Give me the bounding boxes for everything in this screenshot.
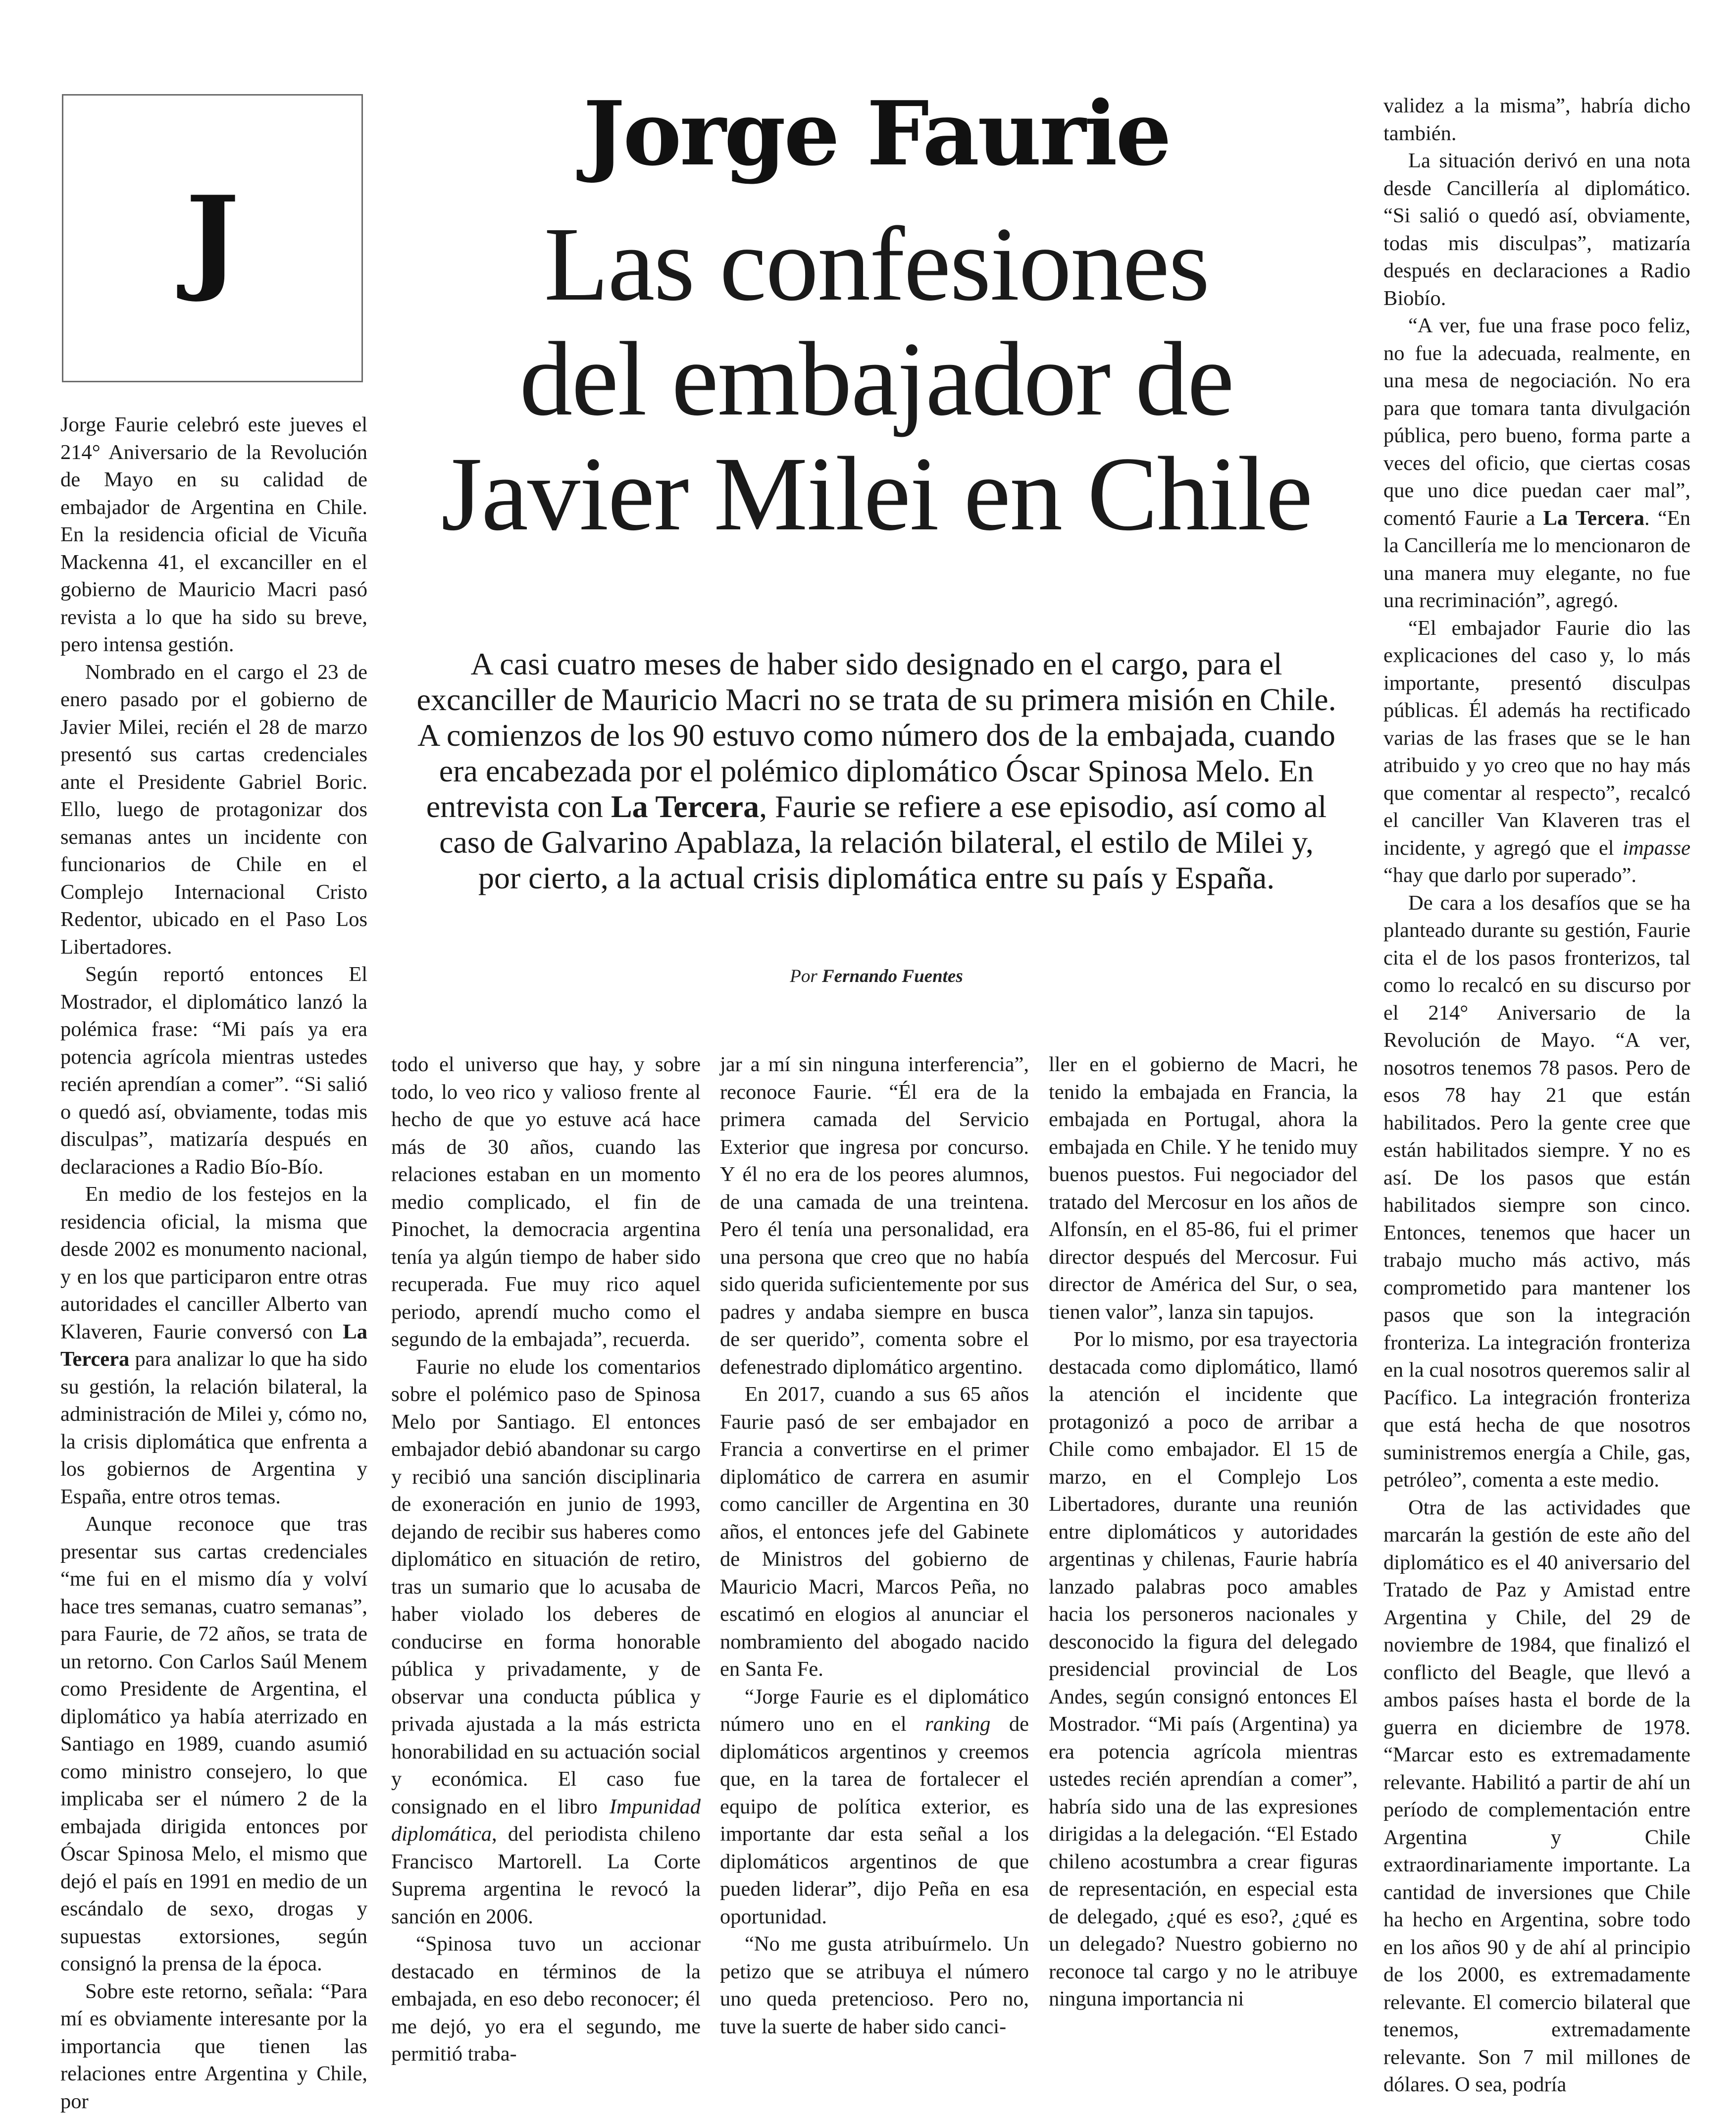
byline-author: Fernando Fuentes <box>822 966 963 986</box>
body-paragraph <box>1383 147 1690 312</box>
body-paragraph <box>720 1051 1029 1381</box>
paragraph-text: La situación derivó en una nota desde Cancillería al diplomático. “Si salió o quedó así, obviamente, todas mis disculpas”, matizaría después en declaraciones a Radio Biobío. <box>1383 149 1690 310</box>
body-paragraph <box>1049 1326 1358 2013</box>
italic-term: ranking <box>925 1712 990 1736</box>
paragraph-text: “El embajador Faurie dio las explicaciones del caso y, lo más importante, presentó disculpas públicas. Él además ha rectificado varias de las frases que se le han atribuido y yo creo que no hay más que comentar al respecto”, recalcó el canciller Van Klaveren tras el incidente, y agregó que el <box>1383 617 1690 860</box>
body-paragraph <box>1383 92 1690 147</box>
byline-prefix: Por <box>790 966 822 986</box>
body-paragraph <box>391 1051 701 1353</box>
paragraph-text: ller en el gobierno de Macri, he tenido la embajada en Francia, la embajada en Portugal, ahora la embajada en Chile. Y he tenido muy buenos puestos. Fui negociador del tratado del Mercosur en los años de Alfonsín, en el 85-86, fui el primer director después del Mercosur. Fui director de América del Sur, o sea, tienen valor”, lanza sin tapujos. <box>1049 1053 1358 1324</box>
body-paragraph <box>1383 615 1690 889</box>
body-paragraph <box>60 1978 367 2115</box>
body-column-2 <box>391 1051 701 2068</box>
body-paragraph <box>720 1381 1029 1683</box>
paragraph-text: para analizar lo que ha sido su gestión, la relación bilateral, la administración de Milei y, cómo no, la crisis diplomática que enfrenta a los gobiernos de Argentina y España, entre otros temas. <box>60 1347 367 1508</box>
paragraph-text: “A ver, fue una frase poco feliz, no fue la adecuada, realmente, en una mesa de negociación. No era para que tomara tanta divulgación pública, pero bueno, forma parte a veces del oficio, que ciertas cosas que uno dice puedan caer mal”, comentó Faurie a <box>1383 314 1690 530</box>
paragraph-text: , del periodista chileno Francisco Martorell. La Corte Suprema argentina le revocó la sanción en 2006. <box>391 1822 701 1928</box>
paragraph-text: “Spinosa tuvo un accionar destacado en términos de la embajada, en eso debo reconocer; él me dejó, yo era el segundo, me permitió traba- <box>391 1932 701 2065</box>
body-paragraph <box>391 1930 701 2068</box>
body-paragraph <box>60 961 367 1181</box>
paragraph-text: todo el universo que hay, y sobre todo, lo veo rico y valioso frente al hecho de que yo estuve acá hace más de 30 años, cuando las relaciones estaban en un momento medio complicado, el fin de Pinochet, la democracia argentina tenía ya algún tiempo de haber sido recuperada. Fue muy rico aquel periodo, aprendí mucho como el segundo de la embajada”, recuerda. <box>391 1053 701 1351</box>
paragraph-text: . “En la Cancillería me lo mencionaron de una manera muy elegante, no fue una recriminación”, agregó. <box>1383 507 1690 613</box>
paragraph-text: jar a mí sin ninguna interferencia”, reconoce Faurie. “Él era de la primera camada del Servicio Exterior que ingresa por concurso. Y él no era de los peores alumnos, de una camada de una treintena. Pero él tenía una personalidad, era una persona que creo que no había sido querida suficientemente por sus padres y andaba siempre en busca de ser querido”, comenta sobre el defenestrado diplomático argentino. <box>720 1053 1029 1379</box>
body-paragraph <box>720 1930 1029 2040</box>
drop-initial-letter: J <box>186 181 240 295</box>
headline-line: Javier Milei en Chile <box>376 437 1377 552</box>
body-paragraph <box>1383 889 1690 1494</box>
body-column-4 <box>1049 1051 1358 2013</box>
newspaper-name: La Tercera <box>1543 507 1644 530</box>
paragraph-text: Nombrado en el cargo el 23 de enero pasado por el gobierno de Javier Milei, recién el 28 de marzo presentó sus cartas credenciales ante el Presidente Gabriel Boric. Ello, luego de protagonizar dos semanas antes un incidente con funcionarios de Chile en el Complejo Internacional Cristo Redentor, ubicado en el Paso Los Libertadores. <box>60 661 367 959</box>
paragraph-text: Sobre este retorno, señala: “Para mí es obviamente interesante por la importancia que tienen las relaciones entre Argentina y Chile, por <box>60 1980 367 2113</box>
paragraph-text: Por lo mismo, por esa trayectoria destacada como diplomático, llamó la atención el incidente que protagonizó a poco de arribar a Chile como embajador. El 15 de marzo, en el Complejo Los Libertadores, durante una reunión entre diplomáticos y autoridades argentinas y chilenas, Faurie habría lanzado palabras poco amables hacia los personeros nacionales y desconocido la figura del delegado presidencial provincial de Los Andes, según consignó entonces El Mostrador. “Mi país (Argentina) ya era potencia agrícola mientras ustedes recién aprendían a comer”, habría sido una de las expresiones dirigidas a la delegación. “El Estado chileno acostumbra a crear figuras de representación, en especial esta de delegado, ¿qué es eso?, ¿qué es un delegado? Nuestro gobierno no reconoce tal cargo y no le atribuye ninguna importancia ni <box>1049 1328 1358 2011</box>
headline-line: del embajador de <box>376 322 1377 437</box>
paragraph-text: de diplomáticos argentinos y creemos que, en la tarea de fortalecer el equipo de política exterior, es importante dar esta señal a los diplomáticos argentinos de que pueden liderar”, dijo Peña en esa oportunidad. <box>720 1712 1029 1928</box>
paragraph-text: En medio de los festejos en la residencia oficial, la misma que desde 2002 es monumento nacional, y en los que participaron entre otras autoridades el canciller Alberto van Klaveren, Faurie conversó con <box>60 1183 367 1343</box>
body-paragraph <box>1383 312 1690 615</box>
paragraph-text: “No me gusta atribuírmelo. Un petizo que se atribuya el número uno queda pretencioso. Pero no, tuve la suerte de haber sido canci- <box>720 1932 1029 2038</box>
article-kicker: Jorge Faurie <box>391 84 1362 183</box>
body-paragraph <box>60 411 367 659</box>
body-paragraph <box>60 1181 367 1510</box>
article-headline <box>376 207 1377 552</box>
italic-term: impasse <box>1623 836 1690 860</box>
paragraph-text: De cara a los desafíos que se ha planteado durante su gestión, Faurie cita el de los pasos fronterizos, tal como lo recalcó en su discurso por el 214° Aniversario de la Revolución de Mayo. “A ver, nosotros tenemos 78 pasos. Pero de esos 78 hay 21 que están habilitados. Pero la gente cree que están habilitados siempre. Y no es así. De los pasos que están habilitados siempre son cinco. Entonces, tenemos que hacer un trabajo mucho más activo, más comprometido para mantener los pasos que son la integración fronteriza. La integración fronteriza en la cual nosotros queremos salir al Pacífico. La integración fronteriza que está hecha de que nosotros suministremos energía a Chile, gas, petróleo”, comenta a este medio. <box>1383 891 1690 1492</box>
body-paragraph <box>1383 1494 1690 2099</box>
paragraph-text: Aunque reconoce que tras presentar sus cartas credenciales “me fui en el mismo día y volví hace tres semanas, cuatro semanas”, para Faurie, de 72 años, se trata de un retorno. Con Carlos Saúl Menem como Presidente de Argentina, el diplomático ya había aterrizado en Santiago en 1989, cuando asumió como ministro consejero, lo que implicaba ser el número 2 de la embajada dirigida entonces por Óscar Spinosa Melo, el mismo que dejó el país en 1991 en medio de un escándalo de sexo, drogas y supuestas extorsiones, según consignó la prensa de la época. <box>60 1512 367 1975</box>
drop-initial-box <box>62 94 363 382</box>
article-deck <box>416 646 1337 896</box>
body-paragraph <box>720 1683 1029 1931</box>
body-paragraph <box>60 659 367 961</box>
body-paragraph <box>60 1510 367 1978</box>
deck-text: , Faurie se refiere a ese episodio, así como al caso de Galvarino Apablaza, la relación bilateral, el estilo de Milei y, por cierto, a la actual crisis diplomática entre su país y España. <box>439 789 1327 895</box>
body-column-1 <box>60 411 367 2115</box>
body-column-5 <box>1383 92 1690 2099</box>
article-byline <box>391 966 1362 987</box>
body-paragraph <box>391 1353 701 1931</box>
newspaper-name: La Tercera <box>60 1320 367 1371</box>
body-column-3 <box>720 1051 1029 2040</box>
body-paragraph <box>1049 1051 1358 1326</box>
paragraph-text: “hay que darlo por superado”. <box>1383 864 1636 887</box>
deck-newspaper-name: La Tercera <box>611 789 759 824</box>
italic-term: Impunidad diplomática <box>391 1795 701 1846</box>
paragraph-text: Faurie no elude los comentarios sobre el polémico paso de Spinosa Melo por Santiago. El entonces embajador debió abandonar su cargo y recibió una sanción disciplinaria de exoneración en junio de 1993, dejando de recibir sus haberes como diplomático en situación de retiro, tras un sumario que lo acusaba de haber violado los deberes de conducirse en forma honorable pública y privadamente, y de observar una conducta pública y privada ajustada a la más estricta honorabilidad en su actuación social y económica. El caso fue consignado en el libro <box>391 1355 701 1818</box>
deck-text: A casi cuatro meses de haber sido designado en el cargo, para el excanciller de Mauricio Macri no se trata de su primera misión en Chile. A comienzos de los 90 estuvo como número dos de la embajada, cuando era encabezada por el polémico diplomático Óscar Spinosa Melo. En entrevista con <box>416 646 1336 824</box>
paragraph-text: “Jorge Faurie es el diplomático número uno en el <box>720 1685 1029 1736</box>
paragraph-text: En 2017, cuando a sus 65 años Faurie pasó de ser embajador en Francia a convertirse en el primer diplomático de carrera en asumir como canciller de Argentina en 30 años, el entonces jefe del Gabinete de Ministros del gobierno de Mauricio Macri, Marcos Peña, no escatimó en elogios al anunciar el nombramiento del abogado nacido en Santa Fe. <box>720 1383 1029 1681</box>
paragraph-text: validez a la misma”, habría dicho también. <box>1383 94 1690 145</box>
paragraph-text: Otra de las actividades que marcarán la gestión de este año del diplomático es el 40 aniversario del Tratado de Paz y Amistad entre Argentina y Chile, del 29 de noviembre de 1984, que finalizó el conflicto del Beagle, que llevó a ambos países hasta el borde de la guerra en diciembre de 1978. “Marcar esto es extremadamente relevante. Habilitó a partir de ahí un período de complementación entre Argentina y Chile extraordinariamente importante. La cantidad de inversiones que Chile ha hecho en Argentina, sobre todo en los años 90 y de ahí al principio de los 2000, es extremadamente relevante. El comercio bilateral que tenemos, extremadamente relevante. Son 7 mil millones de dólares. O sea, podría <box>1383 1496 1690 2097</box>
paragraph-text: Jorge Faurie celebró este jueves el 214° Aniversario de la Revolución de Mayo en su calidad de embajador de Argentina en Chile. En la residencia oficial de Vicuña Mackenna 41, el excanciller en el gobierno de Mauricio Macri pasó revista a lo que ha sido su breve, pero intensa gestión. <box>60 413 367 656</box>
headline-line: Las confesiones <box>376 207 1377 322</box>
paragraph-text: Según reportó entonces El Mostrador, el diplomático lanzó la polémica frase: “Mi país ya era potencia agrícola mientras ustedes recién aprendían a comer”. “Si salió o quedó así, obviamente, todas mis disculpas”, matizaría después en declaraciones a Radio Bío-Bío. <box>60 963 367 1179</box>
